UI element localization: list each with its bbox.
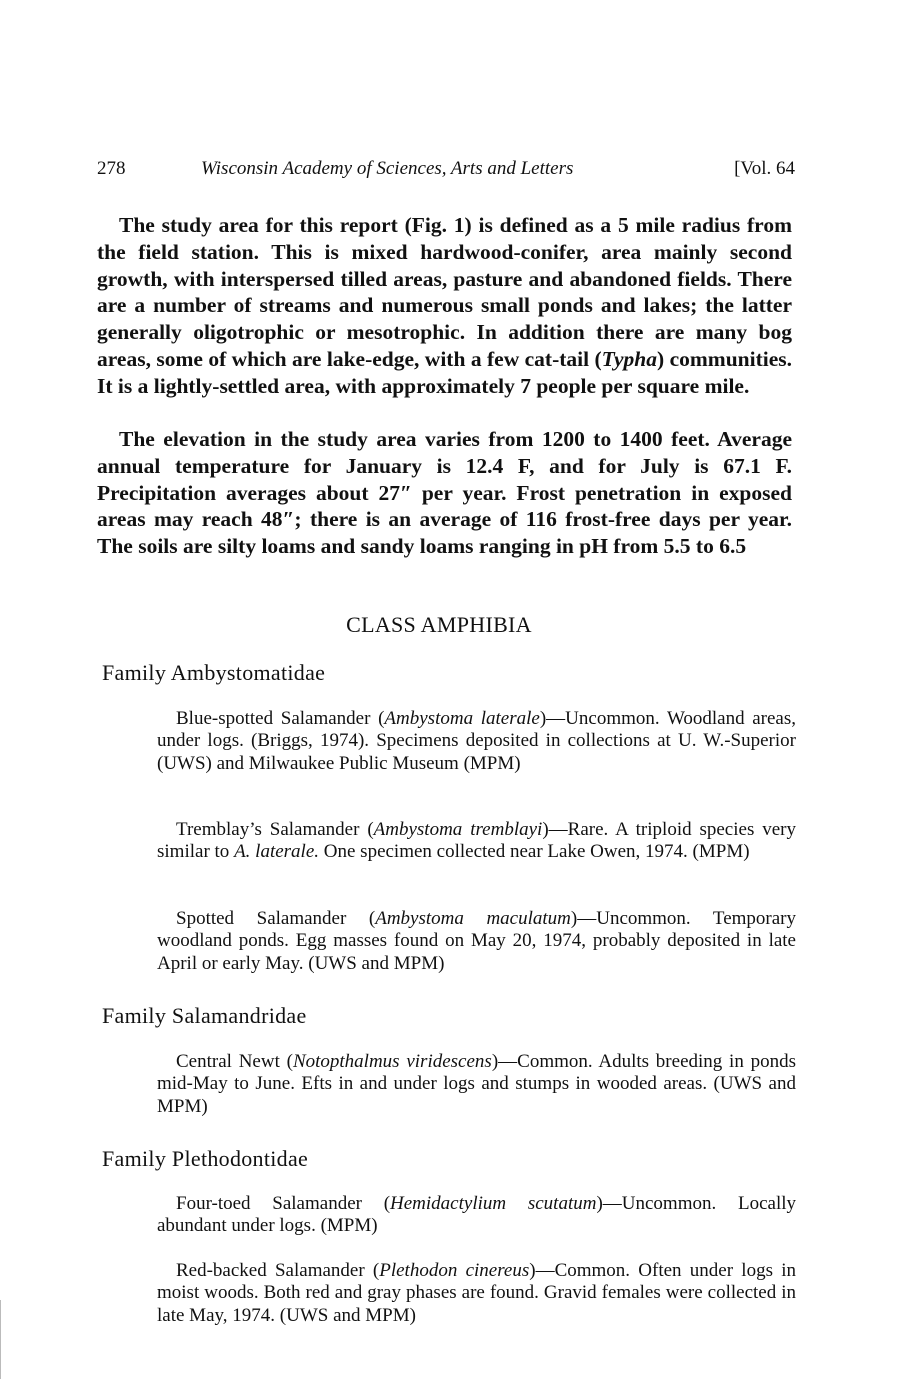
scientific-name: A. laterale. [234,841,320,863]
species-notes: )—Uncommon. Locally abundant under logs. (MPM) [157,1193,796,1237]
genus-name: Typha [601,346,658,371]
species-notes: )—Uncommon. Woodland areas, under logs. (Briggs, 1974). Specimens deposited in collections at U. W.-Superior (UWS) and Milwaukee Public Museum (MPM) [157,708,796,774]
scientific-name: Ambystoma maculatum [375,908,571,929]
species-notes: )—Uncommon. Temporary woodland ponds. Egg masses found on May 20, 1974, probably deposited in late April or early May. (UWS and MPM) [157,908,796,974]
family-heading: Family Salamandridae [102,1003,307,1028]
common-name: Four-toed Salamander ( [176,1193,391,1214]
common-name: Blue-spotted Salamander ( [176,708,385,729]
common-name: Spotted Salamander ( [176,908,376,929]
journal-title: Wisconsin Academy of Sciences, Arts and Letters [201,158,574,179]
paragraph-text: The study area for this report (Fig. 1) is defined as a 5 mile radius from the field station. This is mixed hardwood-conifer, area mainly second growth, with interspersed tilled areas, pasture and abandoned fields. There are a number of streams and numerous small ponds and lakes; the latter generally oligotrophic or mesotrophic. In addition there are many bog areas, some of which are lake-edge, with a few cat-tail ( [97,213,792,371]
climate-paragraph [97,426,792,560]
species-entry [157,1051,796,1118]
common-name: Tremblay’s Salamander ( [176,819,374,840]
scientific-name: Ambystoma laterale [384,708,540,729]
species-notes: One specimen collected near Lake Owen, 1974. (MPM) [319,841,750,863]
scientific-name: Plethodon cinereus [379,1260,530,1281]
family-heading: Family Ambystomatidae [102,660,326,685]
study-area-paragraph [97,212,792,400]
scientific-name: Hemidactylium scutatum [390,1193,597,1214]
family-heading: Family Plethodontidae [102,1146,309,1171]
common-name: Central Newt ( [176,1051,293,1072]
class-heading: CLASS AMPHIBIA [346,612,532,637]
species-entry [157,708,796,775]
scientific-name: Ambystoma tremblayi [373,819,543,840]
common-name: Red-backed Salamander ( [176,1260,380,1281]
running-header [97,158,795,184]
volume-label: [Vol. 64 [734,158,795,179]
scientific-name: Notopthalmus viridescens [292,1051,492,1072]
species-entry [157,1260,796,1327]
species-entry [157,819,796,864]
species-entry [157,1193,796,1238]
scan-edge-line [0,1300,1,1379]
paragraph-text: The elevation in the study area varies from 1200 to 1400 feet. Average annual temperature for January is 12.4 F, and for July is 67.1 F. Precipitation averages about 27″ per year. Frost penetration in exposed areas may reach 48″; there is an average of 116 frost-free days per year. The soils are silty loams and sandy loams ranging in pH from 5.5 to 6.5 [97,427,792,559]
species-entry [157,908,796,975]
species-notes: )—Common. Often under logs in moist woods. Both red and gray phases are found. Gravid females were collected in late May, 1974. (UWS and MPM) [157,1260,797,1326]
paragraph-text: ) communities. It is a lightly-settled area, with approximately 7 people per square mile. [97,346,792,398]
page-number: 278 [97,158,126,179]
species-notes: )—Rare. A triploid species very similar to [157,819,796,863]
species-notes: )—Common. Adults breeding in ponds mid-May to June. Efts in and under logs and stumps in wooded areas. (UWS and MPM) [157,1051,796,1117]
